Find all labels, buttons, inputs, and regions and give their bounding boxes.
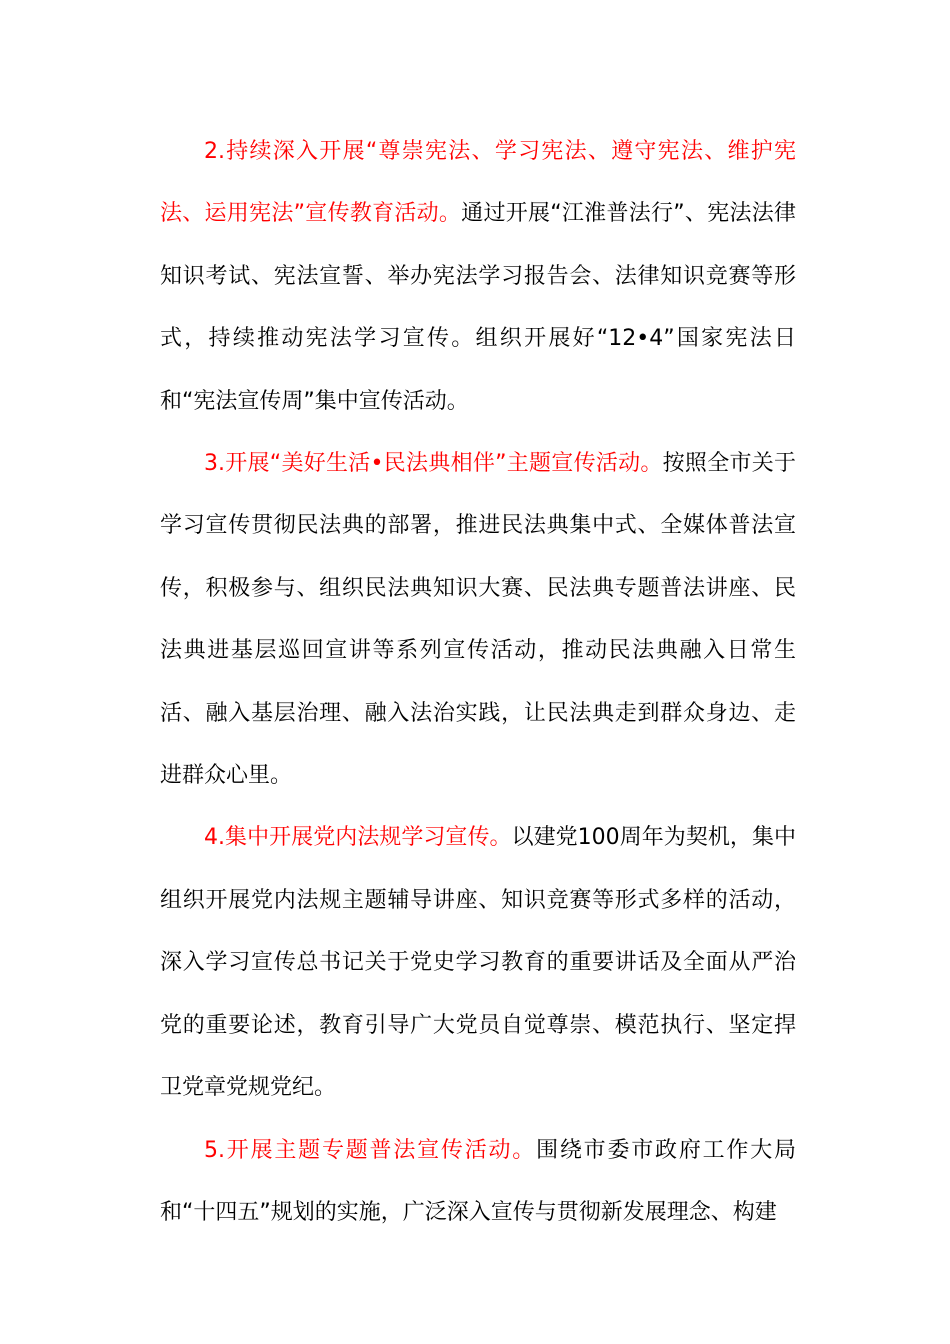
paragraph-text: 按照全市关于学习宣传贯彻民法典的部署，推进民法典集中式、全媒体普法宣传，积极参与、组织民法典知识大赛、民法典专题普法讲座、民法典进基层巡回宣讲等系列宣传活动，推动民法典融入日常生活、融入基层治理、融入法治实践，让民法典走到群众身边、走进群众心里。 <box>160 451 796 789</box>
paragraph-text: 围绕市委市政府工作大局和“十四五”规划的实施，广泛深入宣传与贯彻新发展理念、构建 <box>160 1137 796 1225</box>
document-body <box>160 121 796 1244</box>
paragraph-3 <box>160 433 796 807</box>
paragraph-5 <box>160 1120 796 1245</box>
paragraph-text: 通过开展“江淮普法行”、宪法法律知识考试、宪法宣誓、举办宪法学习报告会、法律知识竞赛等形式，持续推动宪法学习宣传。组织开展好“12•4”国家宪法日和“宪法宣传周”集中宣传活动。 <box>160 201 797 414</box>
paragraph-heading: 3.开展“美好生活•民法典相伴”主题宣传活动。 <box>204 451 663 477</box>
paragraph-heading: 5.开展主题专题普法宣传活动。 <box>204 1137 537 1163</box>
paragraph-heading: 4.集中开展党内法规学习宣传。 <box>204 825 512 851</box>
paragraph-4 <box>160 807 796 1119</box>
paragraph-text: 以建党100周年为契机，集中组织开展党内法规主题辅导讲座、知识竞赛等形式多样的活动，深入学习宣传总书记关于党史学习教育的重要讲话及全面从严治党的重要论述，教育引导广大党员自觉尊崇、模范执行、坚定捍卫党章党规党纪。 <box>160 825 796 1101</box>
paragraph-heading: 2.持续深入开展“尊崇宪法、学习宪法、遵守宪法、维护宪法、运用宪法”宣传教育活动。 <box>160 139 796 227</box>
paragraph-2 <box>160 121 796 433</box>
